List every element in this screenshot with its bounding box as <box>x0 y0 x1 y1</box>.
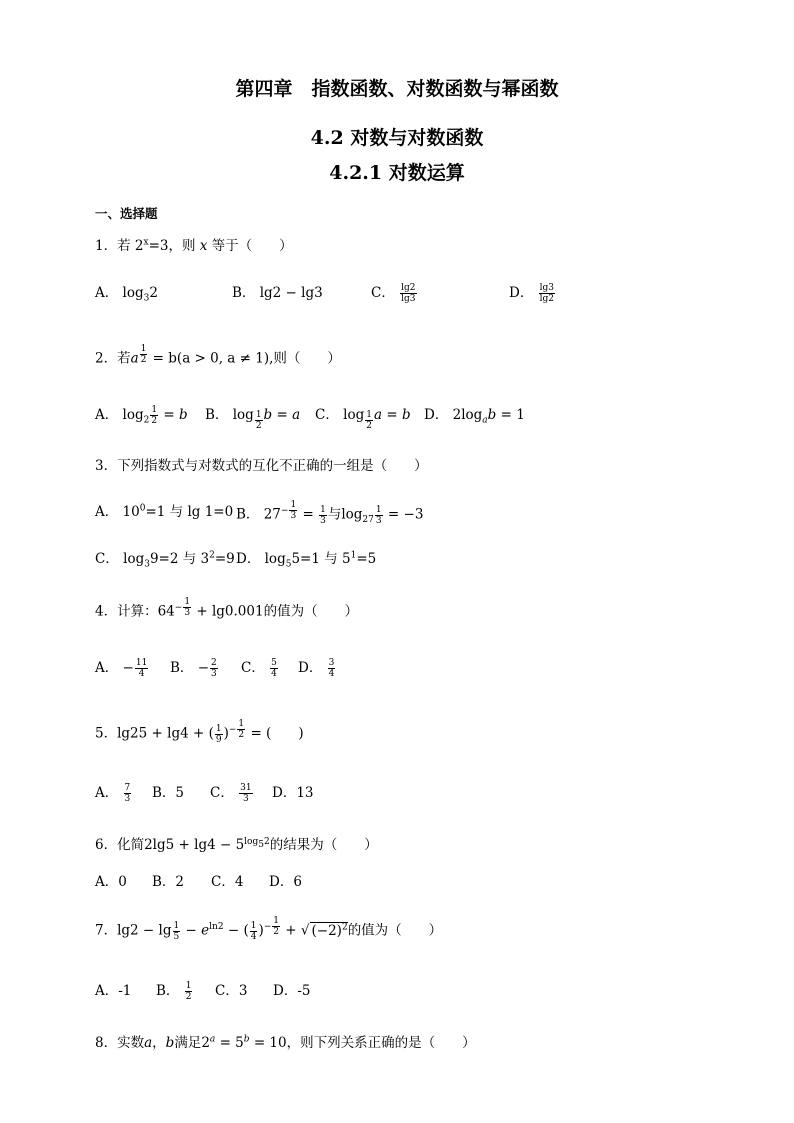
question-8: 8．实数a，b满足$2^a = 5^b = 10$，则下列关系正确的是（ ） <box>95 1034 476 1051</box>
question-7: 7．lg2 − lg $\frac{1}{5}$ − $e^{ln2}$ − ( $\frac{1}{4}$ )$^{- \frac{1}{2}}$ + √ $(-2)^2$的值为（ ） <box>95 916 443 942</box>
option-d[interactable]: D． $\frac{\lg 3}{\lg 2}$ <box>509 283 554 304</box>
option-a[interactable]: A． − $\frac{11}{4}$ <box>95 658 148 679</box>
option-b[interactable]: B．2 <box>152 874 185 890</box>
option-a[interactable]: A． $\log_2$ $\frac{1}{2}$ = b <box>95 405 188 426</box>
option-a[interactable]: A．-1 <box>95 983 132 999</box>
question-2: 2．若a $^{\frac{1}{2}}$ = b(a > 0, a ≠ 1),则（ ） <box>95 344 341 367</box>
option-b[interactable]: B． log $_{\frac{1}{2}}$ b = a <box>205 407 301 431</box>
section-label: 一、选择题 <box>95 206 158 221</box>
option-c[interactable]: C．3 <box>215 983 248 999</box>
question-6: 6．化简$2\lg 5 + \lg 4 - 5^{log_52}$的结果为（ ） <box>95 836 378 853</box>
section-title: 4.2 对数与对数函数 <box>310 127 484 149</box>
option-d[interactable]: D． $\log_55=1$ 与 $5^1=5$ <box>236 550 377 570</box>
question-3: 3．下列指数式与对数式的互化不正确的一组是（ ） <box>95 458 428 474</box>
option-d[interactable]: D． $2\log_ab = 1$ <box>424 407 525 426</box>
question-5: 5．lg25 + lg4 + ( $\frac{1}{9}$ )$^{- \frac{1}{2}}$ = ( ) <box>95 719 304 745</box>
option-c[interactable]: C． log $_{\frac{1}{2}}$ a = b <box>315 407 411 431</box>
option-b[interactable]: B． $\frac{1}{2}$ <box>156 981 192 1002</box>
option-c[interactable]: C．4 <box>211 874 244 890</box>
option-d[interactable]: D．-5 <box>273 983 311 999</box>
option-b[interactable]: B． lg2 − lg3 <box>232 285 323 301</box>
option-a[interactable]: A． $\log_32$ <box>95 285 158 304</box>
question-4: 4．计算：$64^{- \frac{1}{3}}$ + lg0.001的值为（ ） <box>95 597 359 620</box>
option-a[interactable]: A． $10^0=1$ 与 lg 1=0 <box>95 503 234 520</box>
option-c[interactable]: C． $\frac{\lg 2}{\lg 3}$ <box>371 283 416 304</box>
option-d[interactable]: D． $\frac{3}{4}$ <box>298 658 335 679</box>
option-c[interactable]: C． $\frac{31}{3}$ <box>210 783 252 804</box>
chapter-title: 第四章 指数函数、对数函数与幂函数 <box>235 78 559 100</box>
option-b[interactable]: B．5 <box>152 785 185 801</box>
option-d[interactable]: D．13 <box>272 785 314 801</box>
question-1: 1．若 $2^x=3$，则 x 等于（ ） <box>95 237 293 254</box>
option-a[interactable]: A． $\frac{7}{3}$ <box>95 783 131 804</box>
option-c[interactable]: C． $\log_39=2$ 与 $3^2=9$ <box>95 550 235 570</box>
option-b[interactable]: B． $27^{- \frac{1}{3}}$ = $\frac{1}{3}$ 与$\log_{27}$ $\frac{1}{3}$ = −3 <box>236 500 424 526</box>
option-b[interactable]: B． − $\frac{2}{3}$ <box>170 658 217 679</box>
option-c[interactable]: C． $\frac{5}{4}$ <box>241 658 277 679</box>
option-d[interactable]: D．6 <box>269 874 302 890</box>
option-a[interactable]: A．0 <box>95 874 127 890</box>
subsection-title: 4.2.1 对数运算 <box>329 162 465 184</box>
